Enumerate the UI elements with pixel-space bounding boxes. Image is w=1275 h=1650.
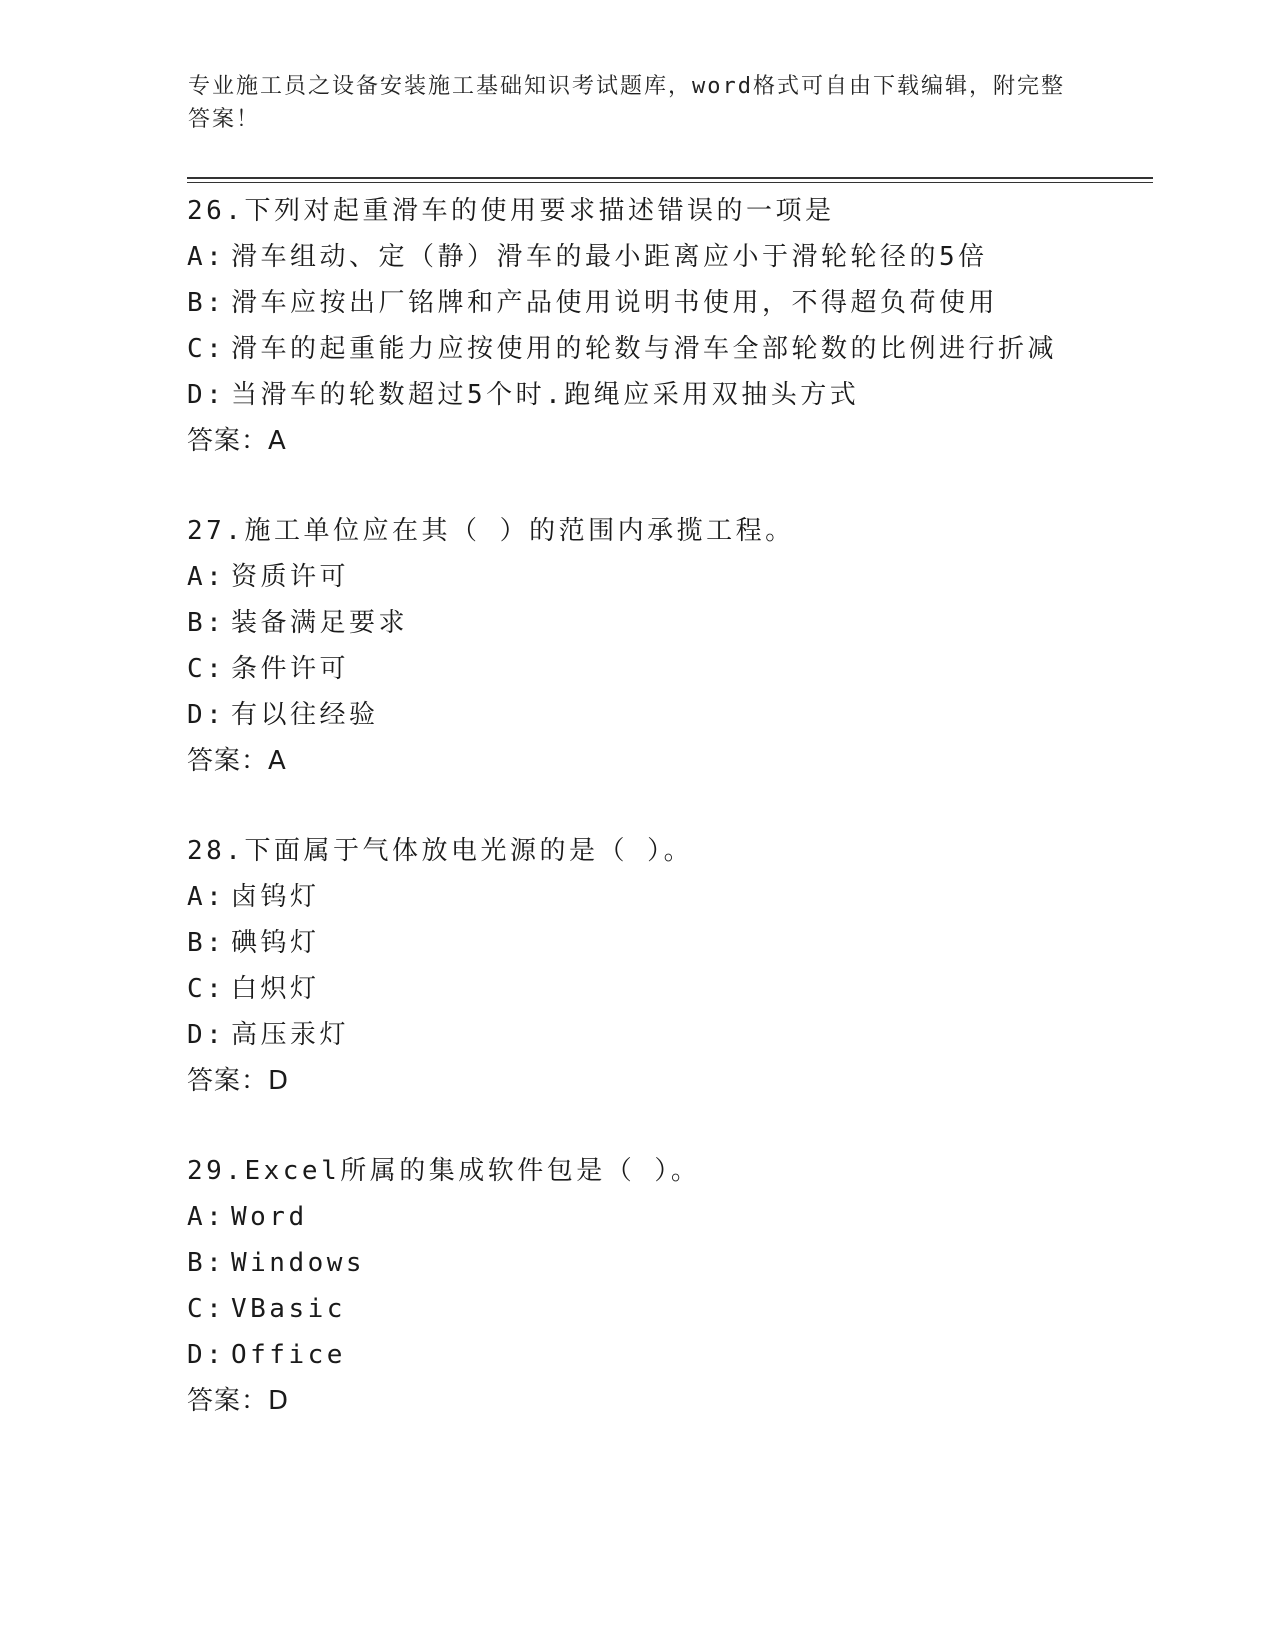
option-b [187, 600, 1187, 646]
option-key: D: [187, 380, 226, 410]
option-a [187, 554, 1187, 600]
option-key: D: [187, 700, 226, 730]
header-divider-secondary [187, 182, 1153, 183]
option-text: 滑车组动、定（静）滑车的最小距离应小于滑轮轮径的5倍 [231, 242, 988, 272]
option-a [187, 874, 1187, 920]
option-key: D: [187, 1020, 226, 1050]
option-d [187, 372, 1187, 418]
option-key: A: [187, 882, 226, 912]
option-key: D: [187, 1340, 226, 1370]
option-key: C: [187, 974, 226, 1004]
answer: 答案：D [187, 1386, 290, 1416]
option-text: 滑车的起重能力应按使用的轮数与滑车全部轮数的比例进行折减 [231, 334, 1058, 364]
option-text: 滑车应按出厂铭牌和产品使用说明书使用，不得超负荷使用 [231, 288, 999, 318]
option-c [187, 1286, 1187, 1332]
option-text: Word [231, 1202, 308, 1232]
option-text: 条件许可 [231, 654, 350, 684]
option-text: 资质许可 [231, 562, 350, 592]
question-stem: 28.下面属于气体放电光源的是（ ）。 [187, 836, 694, 866]
option-d [187, 1012, 1187, 1058]
header-divider [187, 177, 1153, 179]
option-text: 高压汞灯 [231, 1020, 350, 1050]
question-stem: 26.下列对起重滑车的使用要求描述错误的一项是 [187, 196, 835, 226]
option-d [187, 692, 1187, 738]
option-c [187, 326, 1187, 372]
option-text: 卤钨灯 [231, 882, 320, 912]
option-text: 当滑车的轮数超过5个时.跑绳应采用双抽头方式 [231, 380, 860, 410]
option-b [187, 1240, 1187, 1286]
question-stem: 29.Excel所属的集成软件包是（ ）。 [187, 1156, 701, 1186]
option-d [187, 1332, 1187, 1378]
option-key: C: [187, 334, 226, 364]
option-text: 有以往经验 [231, 700, 379, 730]
answer: 答案：A [187, 746, 287, 776]
option-a [187, 234, 1187, 280]
option-key: B: [187, 608, 226, 638]
answer: 答案：D [187, 1066, 290, 1096]
question-28 [187, 828, 1187, 1104]
option-key: C: [187, 654, 226, 684]
option-key: A: [187, 242, 226, 272]
option-text: Windows [231, 1248, 366, 1278]
question-list [187, 188, 1187, 1468]
option-a [187, 1194, 1187, 1240]
option-text: VBasic [231, 1294, 346, 1324]
option-c [187, 966, 1187, 1012]
option-text: 装备满足要求 [231, 608, 409, 638]
option-b [187, 280, 1187, 326]
question-29 [187, 1148, 1187, 1424]
option-text: 白炽灯 [231, 974, 320, 1004]
option-text: Office [231, 1340, 346, 1370]
option-key: A: [187, 1202, 226, 1232]
option-key: C: [187, 1294, 226, 1324]
option-key: B: [187, 288, 226, 318]
question-26 [187, 188, 1187, 464]
option-text: 碘钨灯 [231, 928, 320, 958]
option-c [187, 646, 1187, 692]
document-header: 专业施工员之设备安装施工基础知识考试题库，word格式可自由下载编辑，附完整答案！ [188, 74, 1065, 132]
option-b [187, 920, 1187, 966]
question-27 [187, 508, 1187, 784]
answer: 答案：A [187, 426, 287, 456]
option-key: B: [187, 928, 226, 958]
question-stem: 27.施工单位应在其（ ）的范围内承揽工程。 [187, 516, 795, 546]
option-key: A: [187, 562, 226, 592]
option-key: B: [187, 1248, 226, 1278]
